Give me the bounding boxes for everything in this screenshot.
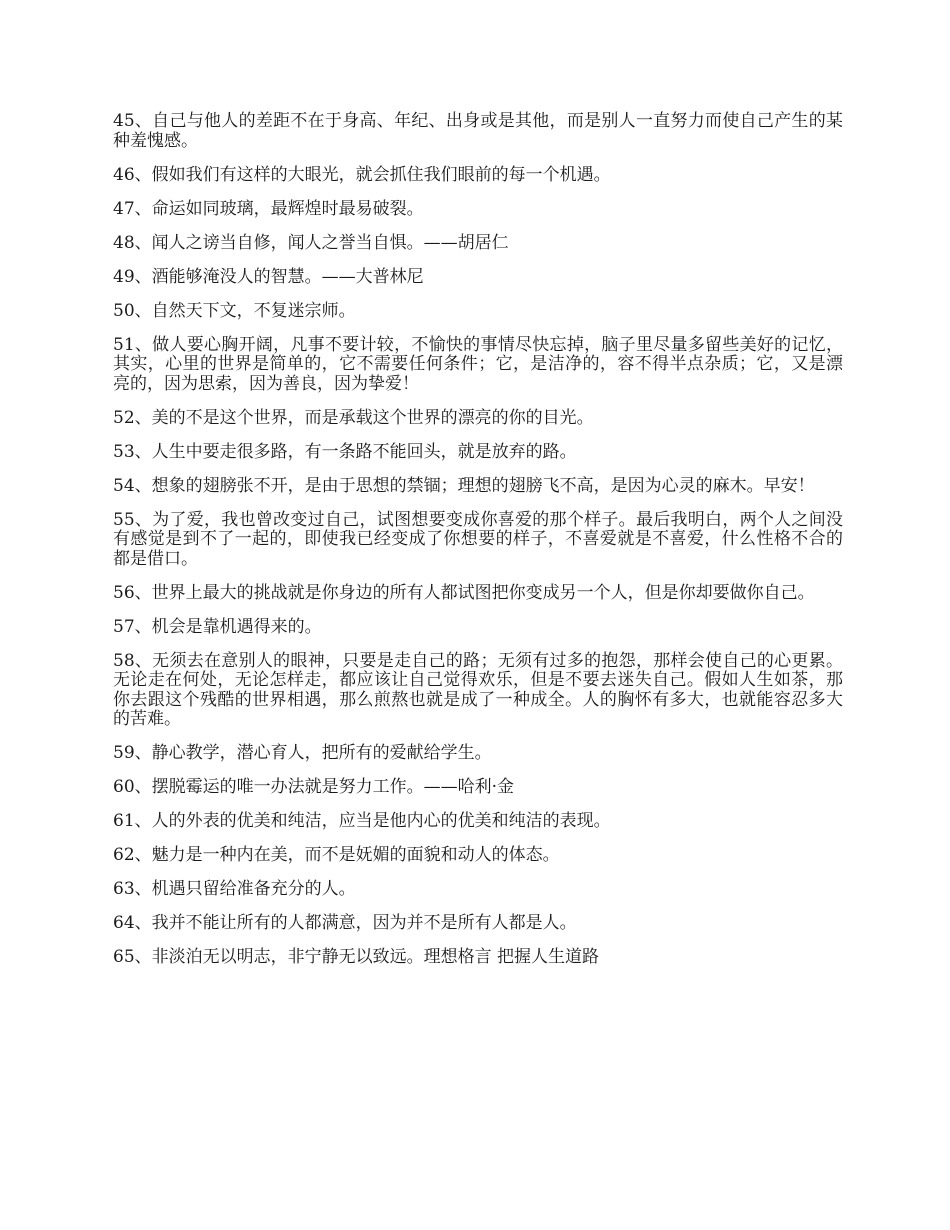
quote-61: 61、人的外表的优美和纯洁，应当是他内心的优美和纯洁的表现。 [113, 811, 611, 831]
quote-55: 55、为了爱，我也曾改变过自己，试图想要变成你喜爱的那个样子。最后我明白，两个人之间没有感觉是到不了一起的，即使我已经变成了你想要的样子，不喜爱就是不喜爱，什么性格不合的都是借口。 [113, 509, 843, 569]
quote-60: 60、摆脱霉运的唯一办法就是努力工作。——哈利·金 [113, 777, 515, 797]
quote-50: 50、自然天下文，不复迷宗师。 [113, 300, 356, 321]
quote-47: 47、命运如同玻璃，最辉煌时最易破裂。 [113, 198, 424, 219]
quote-49: 49、酒能够淹没人的智慧。——大普林尼 [113, 266, 424, 287]
quote-56: 56、世界上最大的挑战就是你身边的所有人都试图把你变成另一个人，但是你却要做你自己。 [113, 582, 815, 603]
quote-58: 58、无须去在意别人的眼神，只要是走自己的路；无须有过多的抱怨，那样会使自己的心更累。无论走在何处，无论怎样走，都应该让自己觉得欢乐，但是不要去迷失自己。假如人生如茶，那你去跟这个残酷的世界相遇，那么煎熬也就是成了一种成全。人的胸怀有多大，也就能容忍多大的苦难。 [113, 650, 843, 729]
quote-65: 65、非淡泊无以明志，非宁静无以致远。理想格言 把握人生道路 [113, 947, 600, 967]
quote-46: 46、假如我们有这样的大眼光，就会抓住我们眼前的每一个机遇。 [113, 164, 611, 185]
quote-57: 57、机会是靠机遇得来的。 [113, 616, 322, 637]
quote-54: 54、想象的翅膀张不开，是由于思想的禁锢；理想的翅膀飞不高，是因为心灵的麻木。早安！ [113, 475, 815, 496]
quote-list [113, 112, 843, 982]
quote-63: 63、机遇只留给准备充分的人。 [113, 879, 356, 899]
quote-45: 45、自己与他人的差距不在于身高、年纪、出身或是其他，而是别人一直努力而使自己产生的某种羞愧感。 [113, 111, 843, 151]
quote-51: 51、做人要心胸开阔，凡事不要计较，不愉快的事情尽快忘掉，脑子里尽量多留些美好的记忆，其实，心里的世界是简单的，它不需要任何条件；它，是洁净的，容不得半点杂质；它，又是漂亮的，因为思索，因为善良，因为挚爱！ [113, 334, 843, 394]
quote-59: 59、静心教学，潜心育人，把所有的爱献给学生。 [113, 743, 492, 763]
quote-52: 52、美的不是这个世界，而是承载这个世界的漂亮的你的目光。 [113, 407, 594, 428]
quote-53: 53、人生中要走很多路，有一条路不能回头，就是放弃的路。 [113, 441, 577, 462]
quote-48: 48、闻人之谤当自修，闻人之誉当自惧。——胡居仁 [113, 232, 509, 253]
quote-64: 64、我并不能让所有的人都满意，因为并不是所有人都是人。 [113, 913, 577, 933]
quote-62: 62、魅力是一种内在美，而不是妩媚的面貌和动人的体态。 [113, 845, 560, 865]
